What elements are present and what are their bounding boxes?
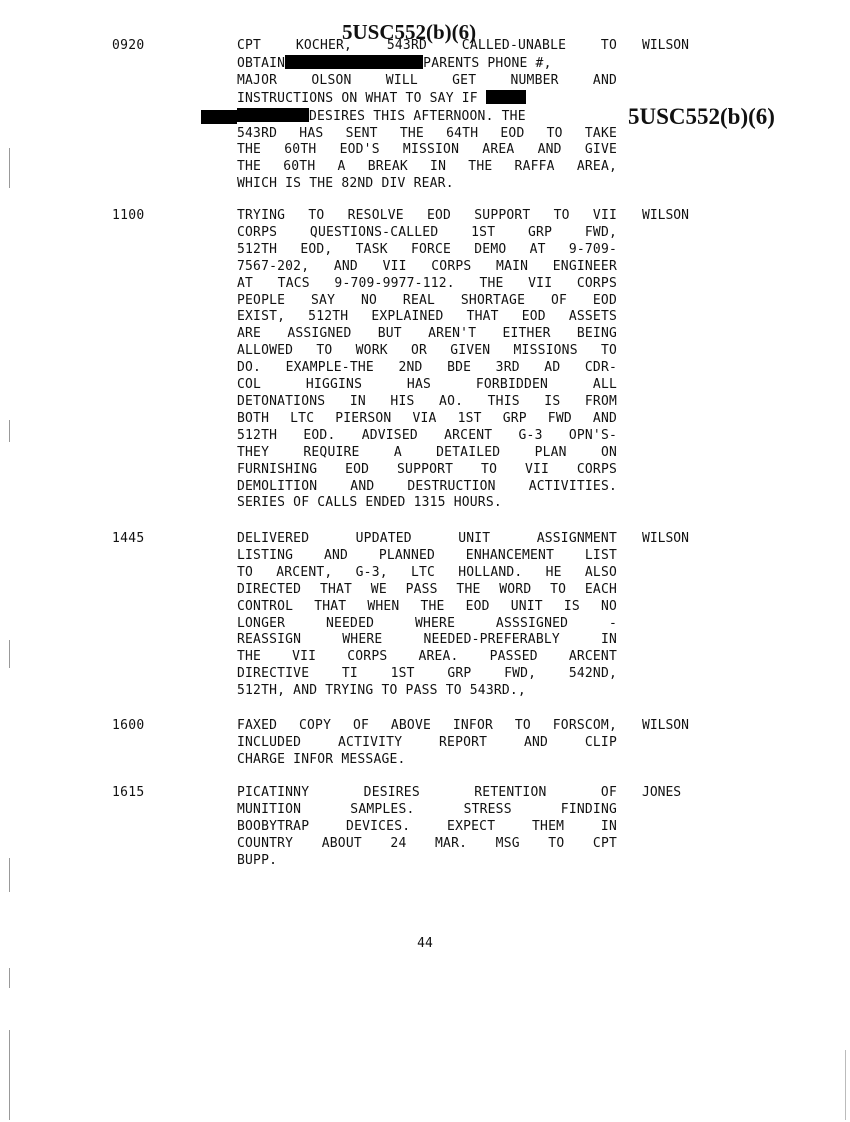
entry-text — [237, 718, 617, 769]
text-line — [237, 90, 617, 108]
text-line: REASSIGN WHERE NEEDED-PREFERABLY IN — [237, 632, 617, 648]
text-fragment: PARENTS PHONE #, — [423, 55, 552, 71]
text-line: THE 60TH A BREAK IN THE RAFFA AREA, — [237, 159, 617, 175]
text-fragment: DESIRES THIS AFTERNOON. THE — [309, 108, 526, 124]
page-number: 44 — [417, 936, 433, 951]
text-line: COUNTRY ABOUT 24 MAR. MSG TO CPT — [237, 835, 617, 851]
text-line: MUNITION SAMPLES. STRESS FINDING — [237, 801, 617, 817]
text-line: 543RD HAS SENT THE 64TH EOD TO TAKE — [237, 125, 617, 141]
text-line: TO ARCENT, G-3, LTC HOLLAND. HE ALSO — [237, 564, 617, 580]
redaction-bar — [486, 90, 526, 104]
entry-author: JONES — [642, 785, 682, 800]
entry-time: 1600 — [112, 718, 145, 733]
text-line: FURNISHING EOD SUPPORT TO VII CORPS — [237, 461, 617, 477]
text-line: WHICH IS THE 82ND DIV REAR. — [237, 176, 454, 192]
scan-edge-mark — [9, 148, 10, 188]
text-line — [237, 55, 617, 73]
text-line: DEMOLITION AND DESTRUCTION ACTIVITIES. — [237, 478, 617, 494]
text-line: EXIST, 512TH EXPLAINED THAT EOD ASSETS — [237, 309, 617, 325]
text-line: DETONATIONS IN HIS AO. THIS IS FROM — [237, 393, 617, 409]
text-line: LONGER NEEDED WHERE ASSSIGNED - — [237, 615, 617, 631]
text-line: 512TH EOD. ADVISED ARCENT G-3 OPN'S- — [237, 427, 617, 443]
text-line: DIRECTIVE TI 1ST GRP FWD, 542ND, — [237, 666, 617, 682]
text-line — [237, 108, 617, 126]
text-line: PEOPLE SAY NO REAL SHORTAGE OF EOD — [237, 292, 617, 308]
entry-author: WILSON — [642, 718, 689, 733]
scan-edge-mark — [9, 858, 10, 892]
text-line: SERIES OF CALLS ENDED 1315 HOURS. — [237, 495, 502, 511]
text-line: 7567-202, AND VII CORPS MAIN ENGINEER — [237, 258, 617, 274]
text-line: DO. EXAMPLE-THE 2ND BDE 3RD AD CDR- — [237, 360, 617, 376]
text-line: FAXED COPY OF ABOVE INFOR TO FORSCOM, — [237, 718, 617, 733]
scan-edge-mark — [9, 420, 10, 442]
text-line: PICATINNY DESIRES RETENTION OF — [237, 785, 617, 800]
entry-time: 0920 — [112, 38, 145, 53]
text-line: CONTROL THAT WHEN THE EOD UNIT IS NO — [237, 598, 617, 614]
entry-text — [237, 531, 617, 700]
text-line: ALLOWED TO WORK OR GIVEN MISSIONS TO — [237, 343, 617, 359]
text-fragment: OBTAIN — [237, 55, 286, 71]
scan-edge-mark — [9, 640, 10, 668]
redaction-bar — [285, 55, 423, 69]
text-line: COL HIGGINS HAS FORBIDDEN ALL — [237, 377, 617, 393]
text-line: CHARGE INFOR MESSAGE. — [237, 751, 406, 767]
text-line: 512TH EOD, TASK FORCE DEMO AT 9-709- — [237, 241, 617, 257]
text-line: BUPP. — [237, 852, 278, 868]
exemption-stamp-top: 5USC552(b)(6) — [342, 20, 477, 44]
redaction-bar — [201, 110, 237, 124]
text-line: 512TH, AND TRYING TO PASS TO 543RD., — [237, 683, 526, 699]
entry-author: WILSON — [642, 531, 689, 546]
text-line: INCLUDED ACTIVITY REPORT AND CLIP — [237, 734, 617, 750]
entry-time: 1615 — [112, 785, 145, 800]
scan-edge-mark — [9, 968, 10, 988]
text-fragment: INSTRUCTIONS ON WHAT TO SAY IF — [237, 90, 478, 106]
entry-author: WILSON — [642, 208, 689, 223]
text-line: MAJOR OLSON WILL GET NUMBER AND — [237, 72, 617, 88]
text-line: CORPS QUESTIONS-CALLED 1ST GRP FWD, — [237, 224, 617, 240]
exemption-stamp-right: 5USC552(b)(6) — [628, 104, 775, 129]
text-line: TRYING TO RESOLVE EOD SUPPORT TO VII — [237, 208, 617, 223]
entry-author: WILSON — [642, 38, 689, 53]
scan-edge-mark — [845, 1050, 846, 1120]
entry-text — [237, 785, 617, 870]
entry-text — [237, 208, 617, 512]
text-line: LISTING AND PLANNED ENHANCEMENT LIST — [237, 547, 617, 563]
text-line: DIRECTED THAT WE PASS THE WORD TO EACH — [237, 581, 617, 597]
redaction-bar — [237, 108, 309, 122]
text-line: BOTH LTC PIERSON VIA 1ST GRP FWD AND — [237, 410, 617, 426]
text-line: BOOBYTRAP DEVICES. EXPECT THEM IN — [237, 818, 617, 834]
text-line: ARE ASSIGNED BUT AREN'T EITHER BEING — [237, 326, 617, 342]
scan-edge-mark — [9, 1030, 10, 1120]
text-line: CPT KOCHER, 543RD CALLED-UNABLE TO — [237, 38, 617, 53]
text-line: DELIVERED UPDATED UNIT ASSIGNMENT — [237, 531, 617, 546]
text-line: THEY REQUIRE A DETAILED PLAN ON — [237, 444, 617, 460]
text-line: AT TACS 9-709-9977-112. THE VII CORPS — [237, 275, 617, 291]
text-line: THE 60TH EOD'S MISSION AREA AND GIVE — [237, 142, 617, 158]
entry-time: 1445 — [112, 531, 145, 546]
entry-text — [237, 38, 617, 193]
text-line: THE VII CORPS AREA. PASSED ARCENT — [237, 649, 617, 665]
entry-time: 1100 — [112, 208, 145, 223]
